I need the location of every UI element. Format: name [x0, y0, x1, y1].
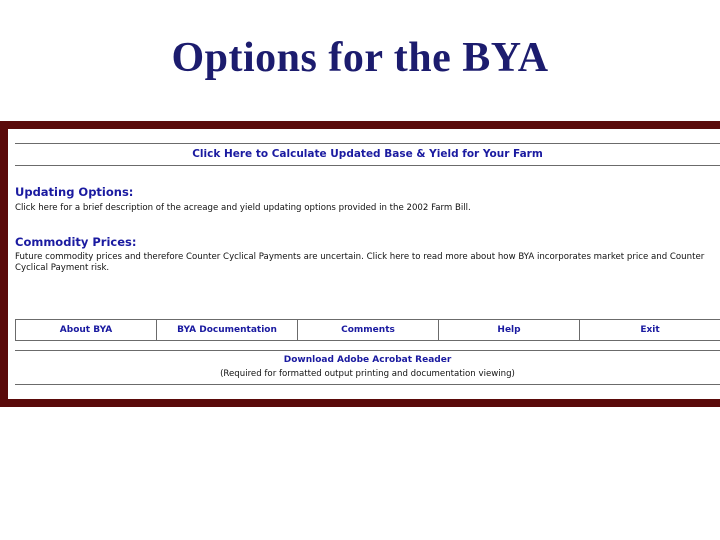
nav-bar: [15, 319, 720, 341]
nav-help[interactable]: Help: [438, 320, 579, 340]
acrobat-note: (Required for formatted output printing and documentation viewing): [220, 369, 515, 379]
updating-options-description-link[interactable]: Click here for a brief description of the acreage and yield updating options provided in the 2002 Farm Bill.: [15, 203, 471, 213]
nav-comments[interactable]: Comments: [297, 320, 438, 340]
bya-window-frame: [0, 121, 720, 407]
download-acrobat-link[interactable]: Download Adobe Acrobat Reader: [283, 355, 452, 365]
acrobat-divider: [15, 350, 720, 351]
nav-exit[interactable]: Exit: [579, 320, 720, 340]
bya-panel: [8, 129, 720, 399]
commodity-prices-description-link[interactable]: Future commodity prices and therefore Counter Cyclical Payments are uncertain. Click here to read more about how BYA incorporates market price and Counter Cyclical Payment risk.: [15, 252, 705, 273]
bottom-divider: [15, 384, 720, 385]
commodity-prices-heading: Commodity Prices:: [15, 235, 137, 249]
nav-about-bya[interactable]: About BYA: [15, 320, 156, 340]
slide-title: Options for the BYA: [171, 35, 549, 81]
top-divider: [15, 143, 720, 144]
nav-bya-documentation[interactable]: BYA Documentation: [156, 320, 297, 340]
updating-options-heading: Updating Options:: [15, 185, 134, 199]
calculate-divider: [15, 165, 720, 166]
calculate-base-yield-link[interactable]: Click Here to Calculate Updated Base & Yield for Your Farm: [192, 148, 543, 160]
